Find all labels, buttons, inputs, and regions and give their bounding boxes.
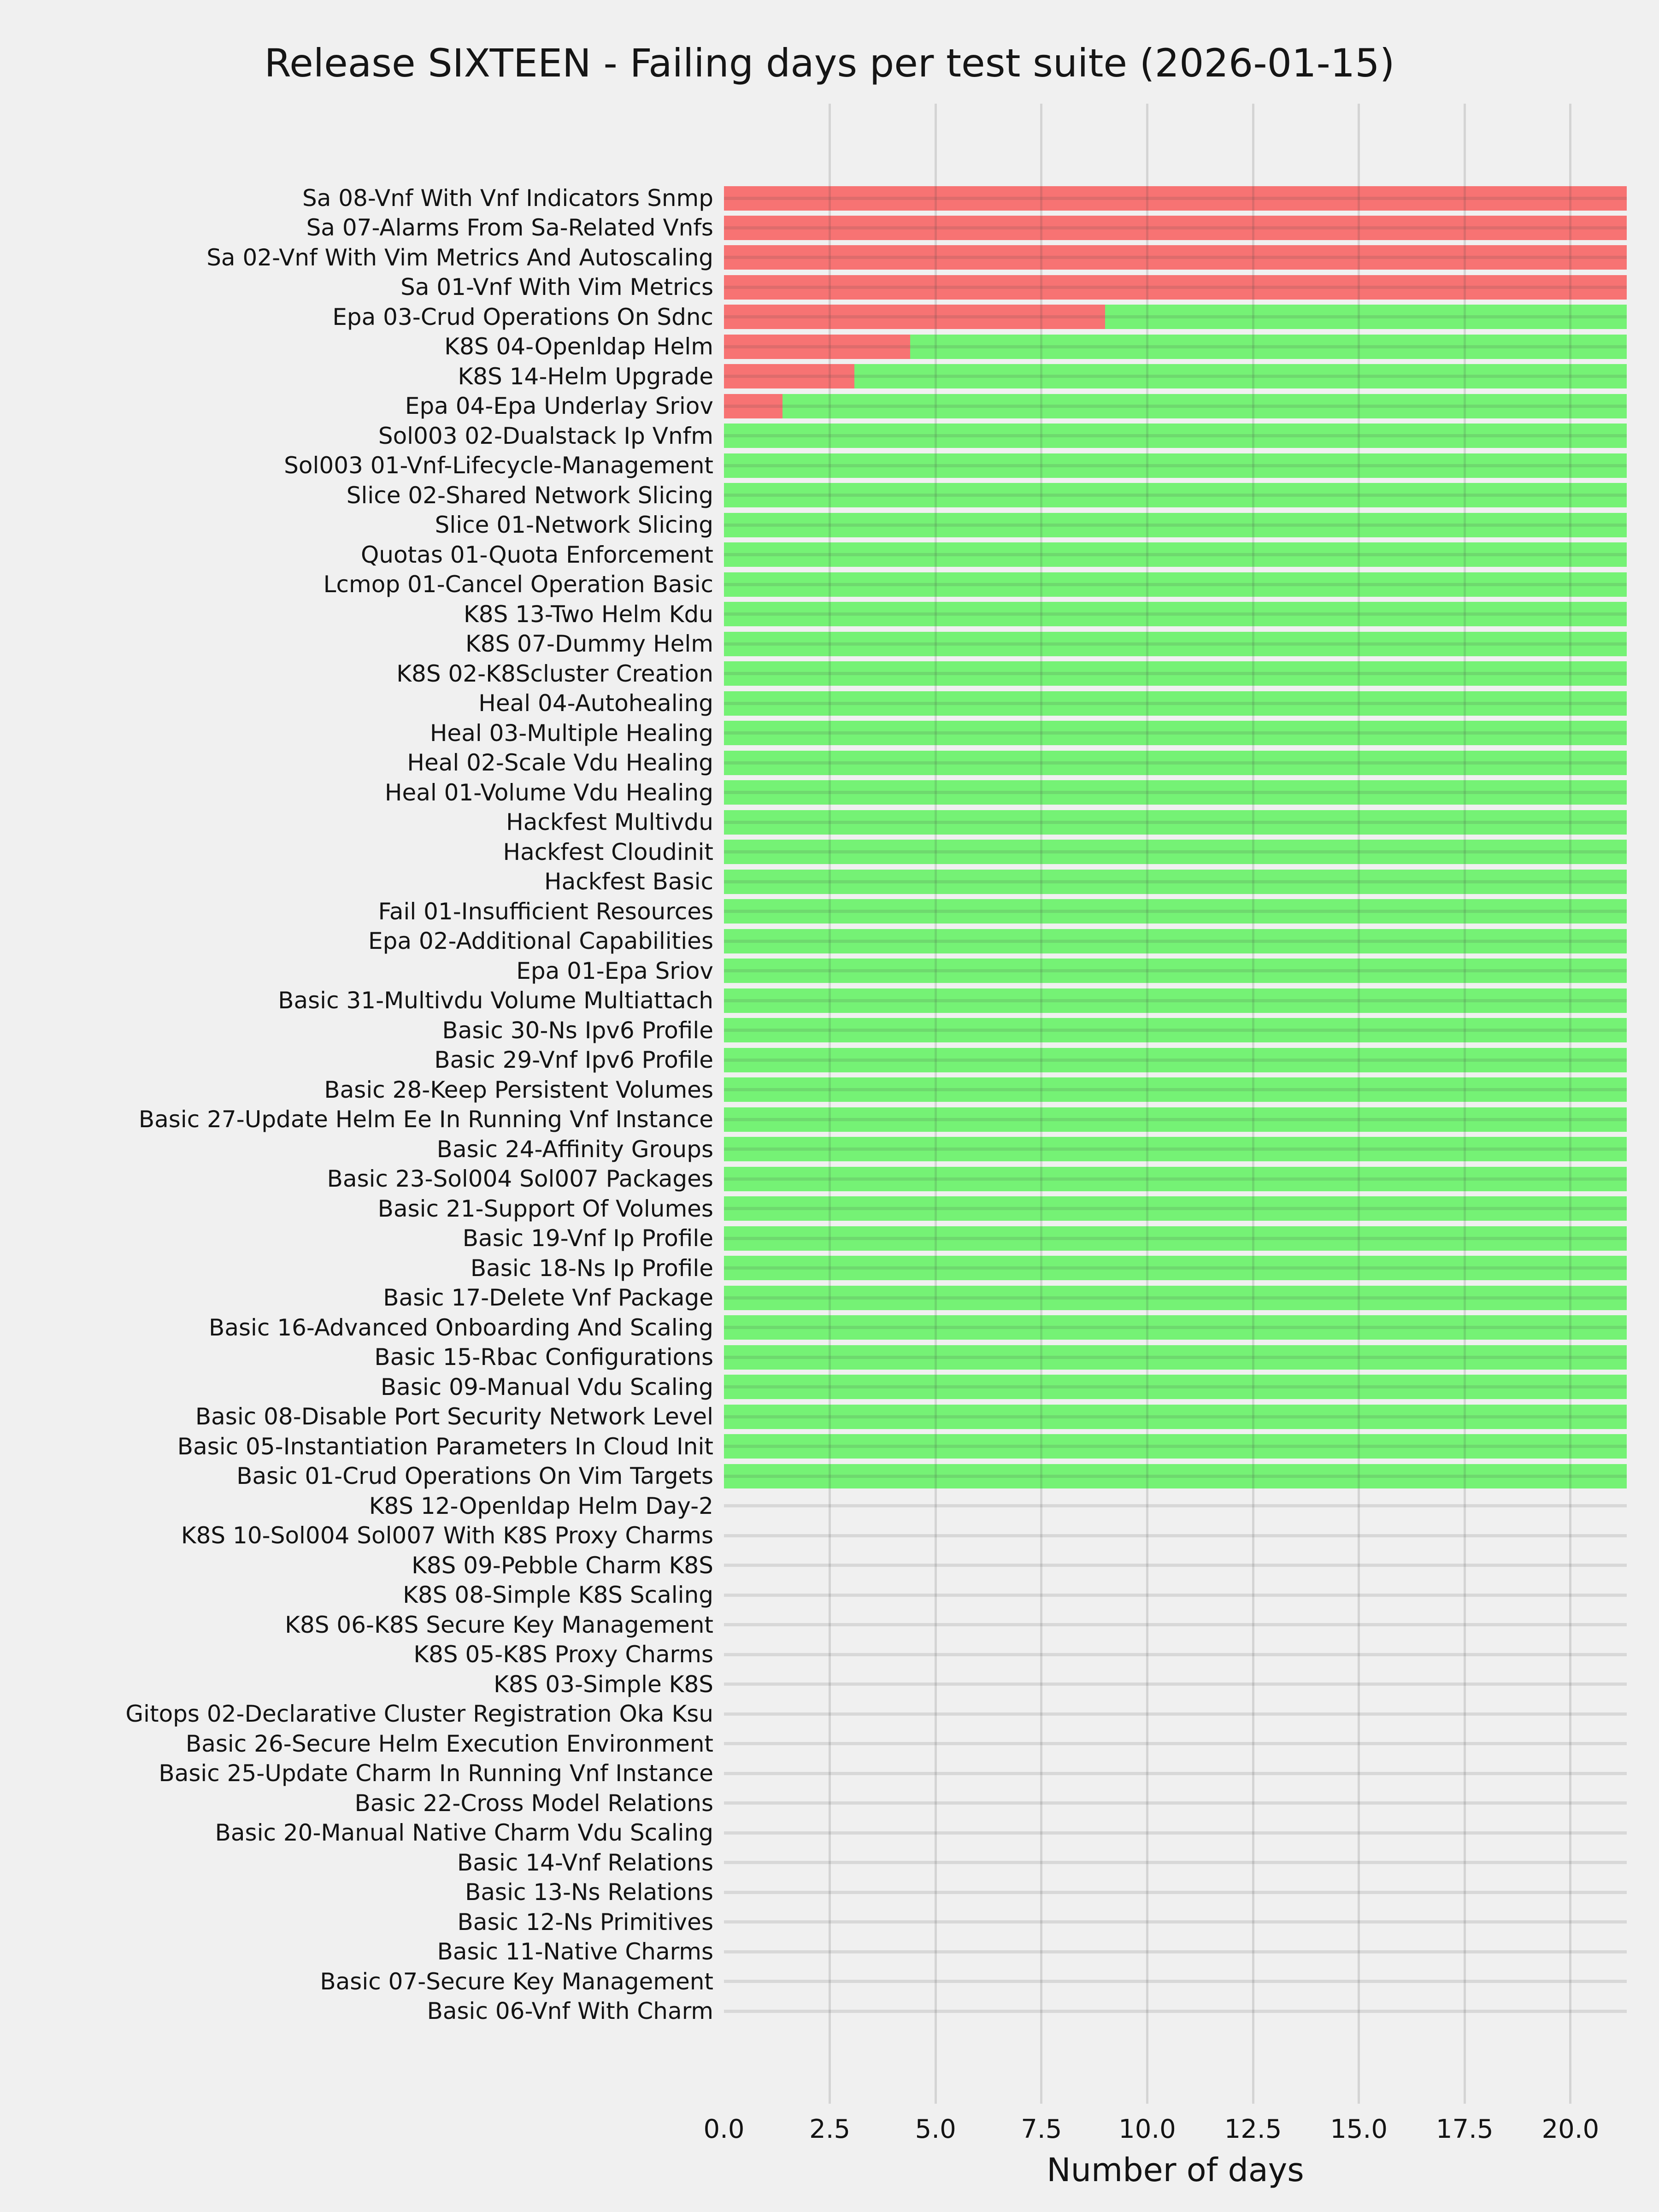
- gridline-horizontal: [724, 1801, 1627, 1805]
- gridline-horizontal: [724, 702, 1627, 705]
- y-tick-label: Epa 02-Additional Capabilities: [368, 928, 713, 955]
- gridline-horizontal: [724, 1326, 1627, 1329]
- gridline-horizontal: [724, 226, 1627, 229]
- y-tick-label: Basic 22-Cross Model Relations: [354, 1789, 713, 1817]
- y-tick-label: Basic 05-Instantiation Parameters In Cloud Init: [177, 1433, 713, 1460]
- gridline-vertical: [1146, 104, 1148, 2104]
- gridline-horizontal: [724, 1594, 1627, 1597]
- gridline-horizontal: [724, 345, 1627, 348]
- x-tick-label: 10.0: [1118, 2114, 1176, 2144]
- gridline-horizontal: [724, 1861, 1627, 1864]
- gridline-horizontal: [724, 464, 1627, 467]
- gridline-horizontal: [724, 821, 1627, 824]
- gridline-horizontal: [724, 731, 1627, 735]
- gridline-horizontal: [724, 1237, 1627, 1240]
- gridline-horizontal: [724, 1772, 1627, 1775]
- x-tick-label: 0.0: [703, 2114, 745, 2144]
- y-tick-label: Hackfest Cloudinit: [503, 838, 713, 865]
- y-tick-label: K8S 02-K8Scluster Creation: [396, 660, 713, 687]
- y-tick-label: K8S 05-K8S Proxy Charms: [413, 1641, 713, 1668]
- y-tick-label: Heal 03-Multiple Healing: [429, 719, 713, 747]
- gridline-horizontal: [724, 791, 1627, 794]
- y-tick-label: Fail 01-Insufficient Resources: [378, 898, 713, 925]
- gridline-horizontal: [724, 1980, 1627, 1983]
- y-tick-label: K8S 13-Two Helm Kdu: [463, 600, 713, 628]
- gridline-horizontal: [724, 583, 1627, 586]
- gridline-horizontal: [724, 405, 1627, 408]
- gridline-vertical: [935, 104, 937, 2104]
- gridline-horizontal: [724, 969, 1627, 972]
- gridline-horizontal: [724, 1712, 1627, 1716]
- gridline-horizontal: [724, 1742, 1627, 1745]
- y-tick-label: Sa 02-Vnf With Vim Metrics And Autoscaling: [206, 244, 713, 271]
- plot-area: [724, 104, 1627, 2104]
- gridline-horizontal: [724, 910, 1627, 913]
- y-tick-label: K8S 10-Sol004 Sol007 With K8S Proxy Charms: [181, 1522, 713, 1549]
- gridline-horizontal: [724, 375, 1627, 378]
- y-tick-label: Basic 14-Vnf Relations: [457, 1849, 713, 1876]
- gridline-horizontal: [724, 286, 1627, 289]
- y-tick-label: Lcmop 01-Cancel Operation Basic: [323, 571, 713, 598]
- y-tick-label: Basic 08-Disable Port Security Network Level: [195, 1403, 713, 1430]
- gridline-horizontal: [724, 1296, 1627, 1300]
- gridline-horizontal: [724, 256, 1627, 259]
- y-tick-label: Slice 02-Shared Network Slicing: [346, 482, 713, 509]
- gridline-horizontal: [724, 1356, 1627, 1359]
- gridline-horizontal: [724, 1950, 1627, 1953]
- y-tick-label: Heal 04-Autohealing: [478, 690, 713, 717]
- gridline-horizontal: [724, 1118, 1627, 1121]
- y-tick-label: K8S 06-K8S Secure Key Management: [285, 1611, 713, 1638]
- x-tick-label: 7.5: [1021, 2114, 1062, 2144]
- y-tick-label: K8S 14-Helm Upgrade: [458, 363, 713, 390]
- y-tick-label: Heal 02-Scale Vdu Healing: [407, 749, 713, 777]
- gridline-horizontal: [724, 434, 1627, 437]
- gridline-horizontal: [724, 2010, 1627, 2013]
- gridline-horizontal: [724, 1385, 1627, 1388]
- x-tick-label: 20.0: [1541, 2114, 1600, 2144]
- y-tick-label: Basic 07-Secure Key Management: [320, 1968, 713, 1995]
- y-tick-label: Slice 01-Network Slicing: [435, 512, 713, 539]
- gridline-horizontal: [724, 761, 1627, 765]
- y-tick-label: Basic 28-Keep Persistent Volumes: [324, 1076, 713, 1103]
- gridline-horizontal: [724, 1534, 1627, 1537]
- gridline-horizontal: [724, 315, 1627, 318]
- gridline-horizontal: [724, 524, 1627, 527]
- y-tick-label: Hackfest Basic: [544, 868, 713, 895]
- y-tick-label: Quotas 01-Quota Enforcement: [360, 541, 713, 568]
- y-tick-label: Basic 26-Secure Helm Execution Environment: [185, 1730, 713, 1757]
- gridline-horizontal: [724, 612, 1627, 616]
- gridline-horizontal: [724, 197, 1627, 200]
- y-tick-label: Basic 09-Manual Vdu Scaling: [380, 1373, 713, 1400]
- gridline-horizontal: [724, 672, 1627, 675]
- gridline-horizontal: [724, 1059, 1627, 1062]
- y-tick-label: Basic 01-Crud Operations On Vim Targets: [236, 1463, 713, 1490]
- y-tick-label: Sa 01-Vnf With Vim Metrics: [400, 274, 713, 301]
- y-tick-label: K8S 09-Pebble Charm K8S: [412, 1552, 713, 1579]
- y-tick-label: Basic 13-Ns Relations: [465, 1879, 713, 1906]
- gridline-horizontal: [724, 1831, 1627, 1835]
- y-tick-label: Heal 01-Volume Vdu Healing: [384, 779, 713, 806]
- y-tick-label: Epa 01-Epa Sriov: [516, 957, 713, 984]
- x-tick-label: 15.0: [1330, 2114, 1388, 2144]
- gridline-horizontal: [724, 1088, 1627, 1091]
- gridline-horizontal: [724, 880, 1627, 883]
- gridline-horizontal: [724, 1504, 1627, 1507]
- gridline-horizontal: [724, 1623, 1627, 1626]
- gridline-horizontal: [724, 553, 1627, 556]
- y-tick-label: Basic 30-Ns Ipv6 Profile: [442, 1017, 713, 1044]
- chart-title: Release SIXTEEN - Failing days per test suite (2026-01-15): [264, 41, 1395, 86]
- gridline-horizontal: [724, 850, 1627, 853]
- y-tick-label: Basic 29-Vnf Ipv6 Profile: [434, 1047, 713, 1074]
- gridline-horizontal: [724, 1266, 1627, 1270]
- y-tick-label: Sol003 01-Vnf-Lifecycle-Management: [284, 452, 713, 479]
- y-tick-label: K8S 08-Simple K8S Scaling: [403, 1582, 713, 1609]
- y-tick-label: K8S 04-Openldap Helm: [444, 333, 713, 360]
- y-tick-label: Basic 25-Update Charm In Running Vnf Instance: [159, 1760, 713, 1787]
- y-tick-label: Sol003 02-Dualstack Ip Vnfm: [378, 422, 713, 449]
- y-tick-label: Epa 04-Epa Underlay Sriov: [405, 393, 713, 420]
- y-tick-label: Basic 19-Vnf Ip Profile: [462, 1225, 713, 1252]
- y-tick-label: Gitops 02-Declarative Cluster Registration Oka Ksu: [125, 1700, 713, 1728]
- gridline-horizontal: [724, 1147, 1627, 1151]
- y-tick-label: Basic 24-Affinity Groups: [436, 1135, 713, 1163]
- y-tick-label: Basic 17-Delete Vnf Package: [383, 1284, 713, 1312]
- gridline-horizontal: [724, 1475, 1627, 1478]
- y-tick-label: Basic 23-Sol004 Sol007 Packages: [327, 1165, 713, 1193]
- y-tick-label: Basic 11-Native Charms: [437, 1938, 713, 1965]
- y-tick-label: K8S 12-Openldap Helm Day-2: [369, 1492, 713, 1519]
- y-tick-label: K8S 07-Dummy Helm: [465, 630, 713, 658]
- gridline-horizontal: [724, 1415, 1627, 1418]
- y-tick-label: Basic 16-Advanced Onboarding And Scaling: [209, 1314, 713, 1341]
- y-tick-label: Basic 31-Multivdu Volume Multiattach: [278, 987, 713, 1014]
- gridline-horizontal: [724, 999, 1627, 1002]
- y-tick-label: Basic 12-Ns Primitives: [457, 1908, 713, 1936]
- gridline-horizontal: [724, 940, 1627, 943]
- gridline-horizontal: [724, 642, 1627, 646]
- gridline-horizontal: [724, 1445, 1627, 1448]
- y-tick-label: Sa 07-Alarms From Sa-Related Vnfs: [306, 214, 713, 241]
- gridline-horizontal: [724, 1177, 1627, 1181]
- gridline-horizontal: [724, 494, 1627, 497]
- y-tick-label: K8S 03-Simple K8S: [494, 1671, 713, 1698]
- gridline-horizontal: [724, 1683, 1627, 1686]
- gridline-vertical: [1040, 104, 1042, 2104]
- y-tick-label: Basic 20-Manual Native Charm Vdu Scaling: [215, 1819, 713, 1847]
- gridline-horizontal: [724, 1564, 1627, 1567]
- y-tick-label: Epa 03-Crud Operations On Sdnc: [332, 303, 713, 330]
- x-tick-label: 2.5: [809, 2114, 851, 2144]
- gridline-horizontal: [724, 1891, 1627, 1894]
- y-tick-label: Basic 18-Ns Ip Profile: [470, 1254, 713, 1282]
- gridline-vertical: [1464, 104, 1466, 2104]
- gridline-vertical: [829, 104, 831, 2104]
- y-tick-label: Basic 15-Rbac Configurations: [374, 1344, 713, 1371]
- x-tick-label: 12.5: [1224, 2114, 1282, 2144]
- gridline-horizontal: [724, 1653, 1627, 1656]
- x-tick-label: 5.0: [915, 2114, 956, 2144]
- x-axis-label: Number of days: [1047, 2151, 1304, 2189]
- gridline-vertical: [1252, 104, 1254, 2104]
- y-tick-label: Hackfest Multivdu: [506, 809, 713, 836]
- x-tick-label: 17.5: [1435, 2114, 1494, 2144]
- y-tick-label: Basic 06-Vnf With Charm: [427, 1998, 713, 2024]
- gridline-vertical: [1569, 104, 1571, 2104]
- gridline-horizontal: [724, 1920, 1627, 1924]
- y-tick-label: Sa 08-Vnf With Vnf Indicators Snmp: [302, 185, 713, 212]
- gridline-horizontal: [724, 1207, 1627, 1210]
- gridline-horizontal: [724, 1029, 1627, 1032]
- gridline-vertical: [1358, 104, 1360, 2104]
- y-tick-label: Basic 21-Support Of Volumes: [377, 1195, 713, 1222]
- y-tick-label: Basic 27-Update Helm Ee In Running Vnf Instance: [138, 1106, 713, 1133]
